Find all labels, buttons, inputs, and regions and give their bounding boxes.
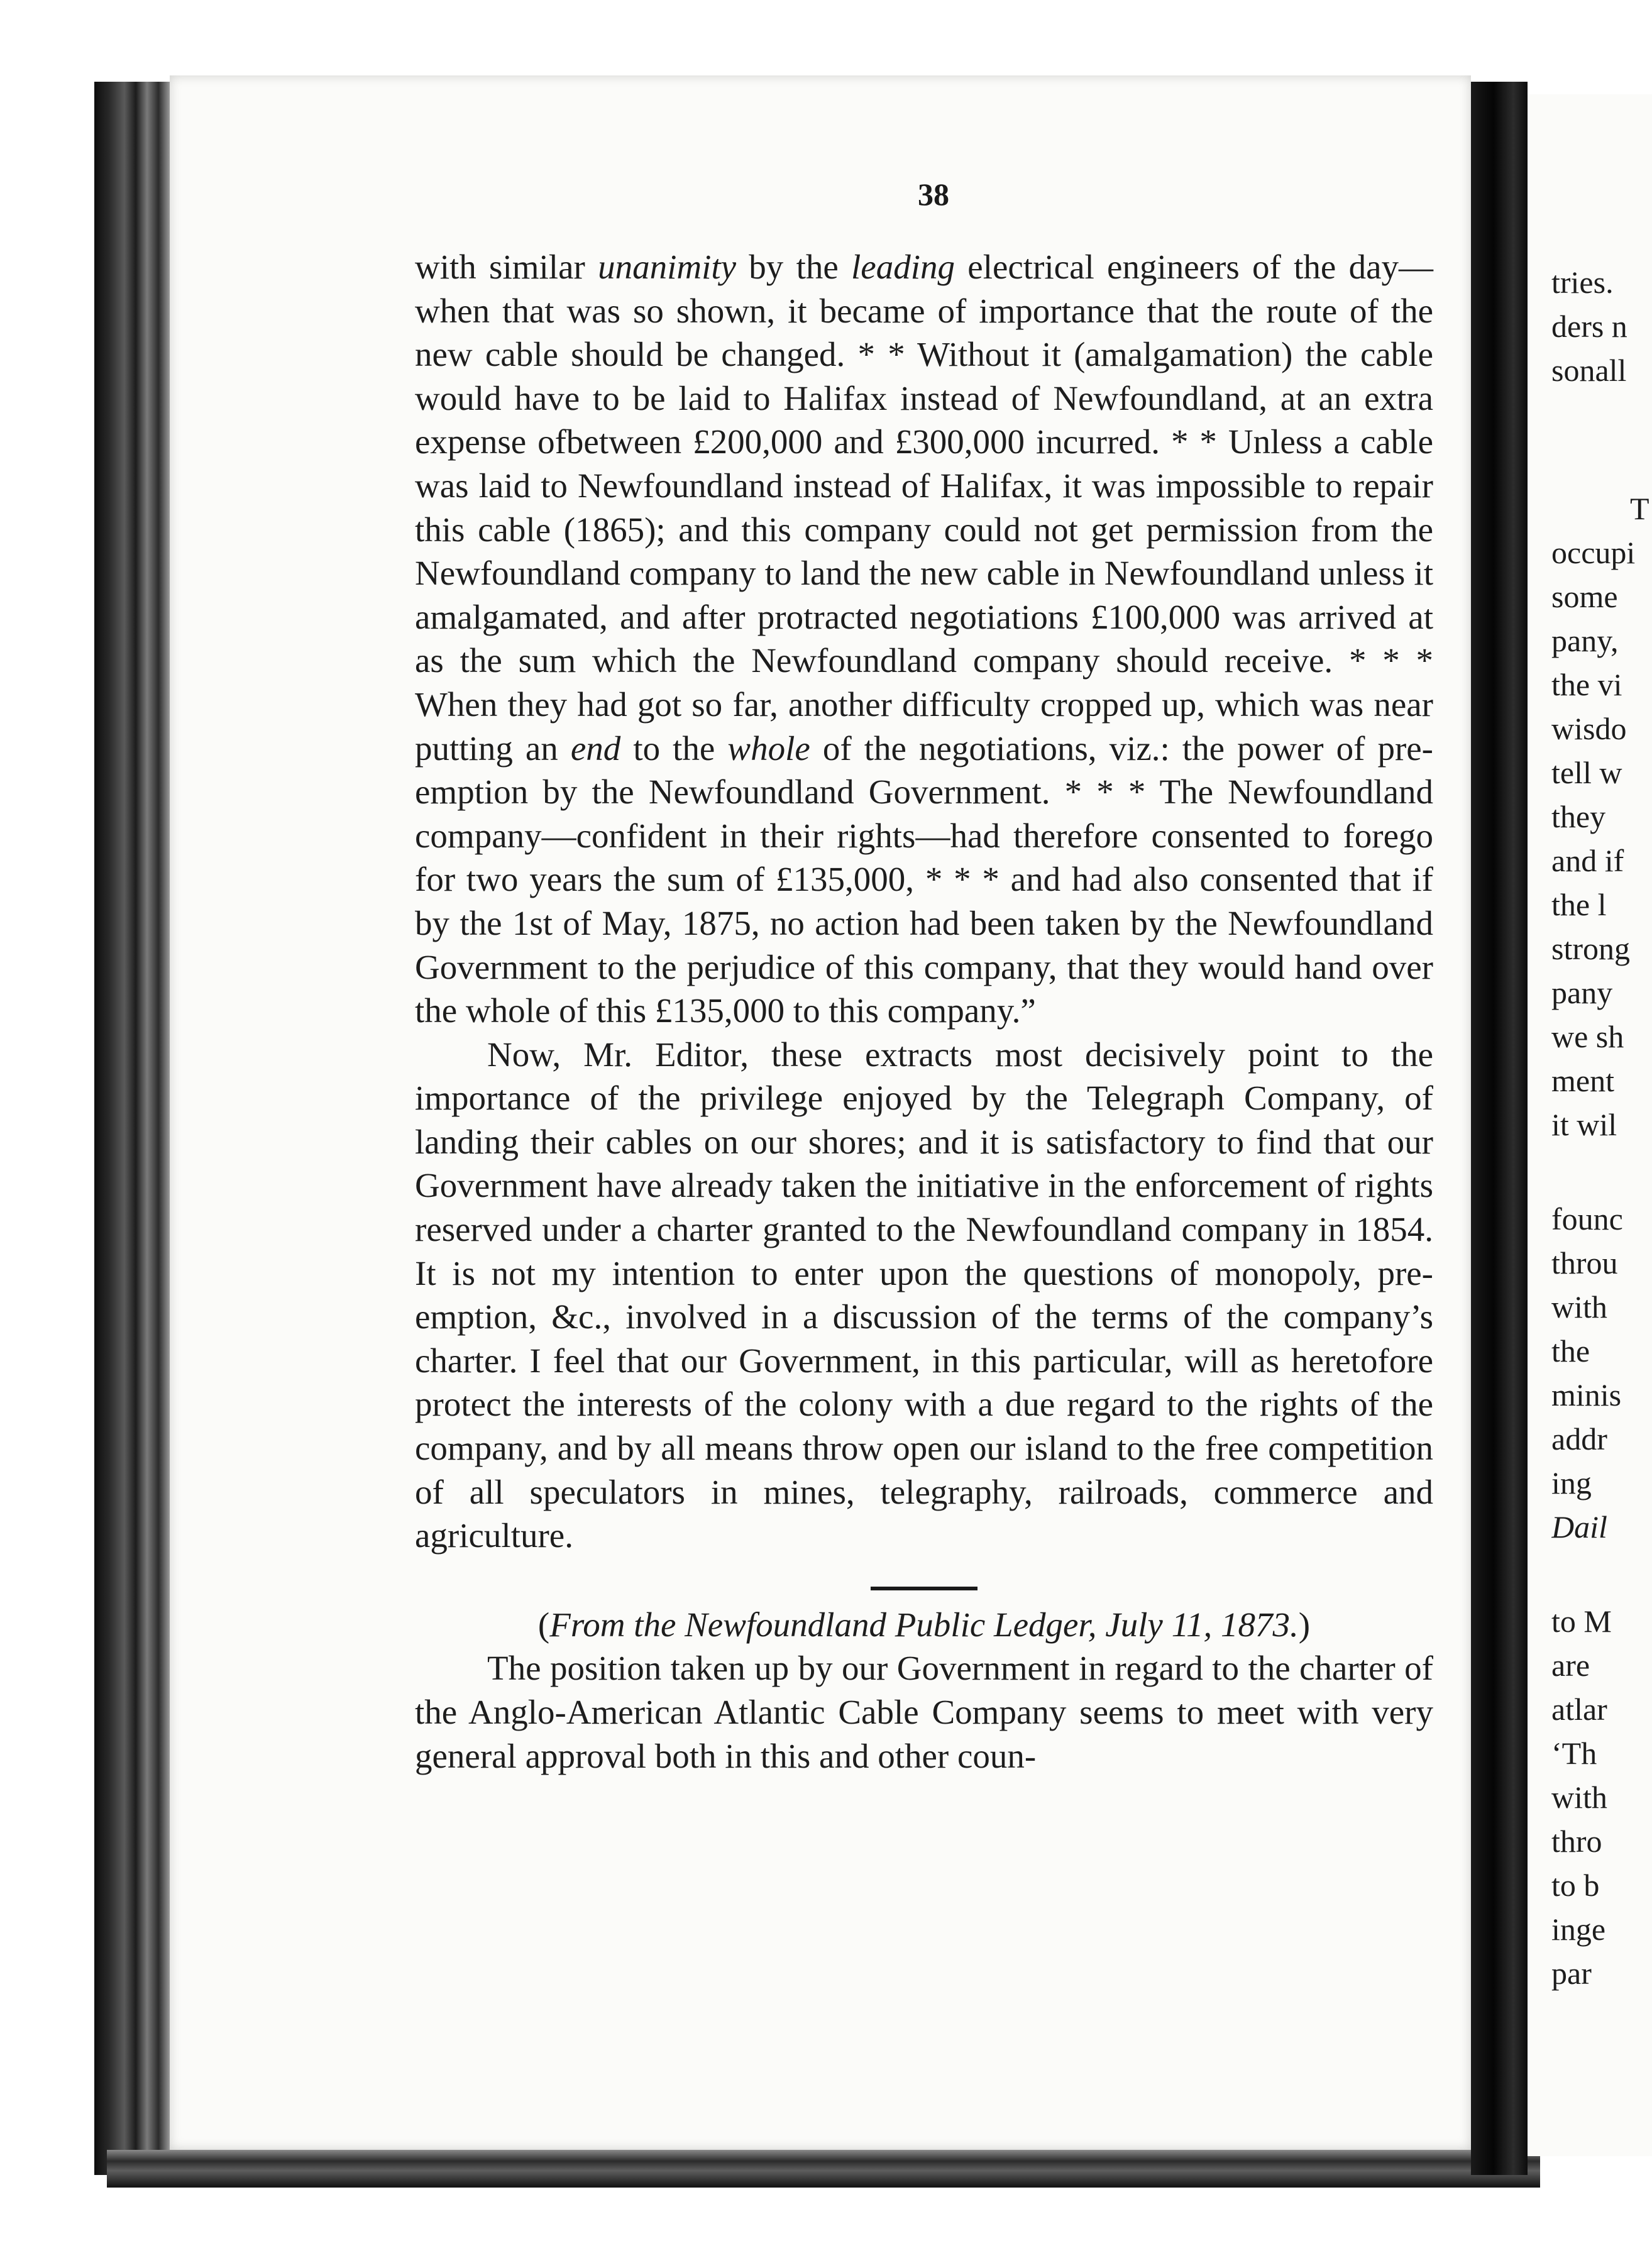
facing-line: wisdo: [1551, 711, 1627, 746]
facing-line: minis: [1551, 1377, 1622, 1412]
facing-page-text: [1551, 264, 1652, 2024]
facing-line: throu: [1551, 1245, 1618, 1280]
facing-line: strong: [1551, 931, 1630, 966]
facing-line: with: [1551, 1289, 1607, 1324]
facing-line: pany,: [1551, 623, 1619, 658]
facing-line: thro: [1551, 1824, 1602, 1859]
section-divider-rule: [871, 1587, 977, 1590]
source-open-paren: (: [537, 1605, 550, 1644]
italic-whole: whole: [727, 729, 810, 768]
facing-line: ing: [1551, 1465, 1592, 1500]
book-binding-edge: [94, 82, 170, 2175]
facing-line: tell w: [1551, 755, 1622, 790]
facing-line: par: [1551, 1956, 1592, 1991]
paragraph-1: [415, 245, 1433, 1033]
page-body: [415, 245, 1433, 1778]
facing-line: and if: [1551, 843, 1624, 878]
book-bottom-edge: [107, 2150, 1540, 2188]
facing-line: pany: [1551, 975, 1613, 1010]
facing-line: ‘Th: [1551, 1736, 1597, 1771]
source-citation-text: From the Newfoundland Public Ledger, July 11, 1873.: [549, 1605, 1299, 1644]
source-citation: [415, 1603, 1433, 1647]
facing-line: are: [1551, 1648, 1590, 1683]
facing-line: the vi: [1551, 667, 1622, 702]
facing-line: to b: [1551, 1868, 1600, 1903]
italic-end: end: [570, 729, 621, 768]
facing-line: tries.: [1551, 265, 1614, 300]
facing-line: occupi: [1551, 535, 1636, 570]
facing-line: sonall: [1551, 353, 1627, 388]
facing-line: ders n: [1551, 309, 1627, 344]
paragraph-1-text-4: to the: [620, 729, 728, 768]
italic-unanimity: unanimity: [598, 248, 737, 286]
facing-line: some: [1551, 579, 1618, 614]
source-close-paren: ): [1298, 1605, 1311, 1644]
facing-line: the: [1551, 1333, 1590, 1368]
facing-line: ment: [1551, 1063, 1614, 1098]
paragraph-3: The position taken up by our Government in regard to the charter of the Anglo-American Atlantic Cable Company seems to meet with very general approval both in this and other coun-: [415, 1649, 1433, 1775]
facing-line: founc: [1551, 1201, 1623, 1236]
paragraph-2: Now, Mr. Editor, these extracts most decisively point to the importance of the privilege enjoyed by the Telegraph Company, of landing their cables on our shores; and it is satisfactory to find that our Government have already taken the initiative in the enforcement of rights reserved under a charter granted to the Newfoundland company in 1854. It is not my intention to enter upon the questions of monopoly, pre-emption, &c., involved in a discussion of the terms of the company’s charter. I feel that our Government, in this particular, will as heretofore protect the interests of the colony with a due regard to the rights of the company, and by all means throw open our island to the free competition of all speculators in mines, telegraphy, railroads, commerce and agriculture.: [415, 1035, 1433, 1555]
paragraph-1-text-3: electrical engineers of the day—when that was so shown, it became of importance that the route of the new cable should be changed. * * Without it (amalgamation) the cable would have to be laid to Halifax instead of Newfoundland, at an extra expense ofbetween £200,000 and £300,000 incurred. * * Unless a cable was laid to Newfoundland instead of Halifax, it was impossible to repair this cable (1865); and this company could not get permission from the Newfoundland company to land the new cable in Newfoundland unless it amalgamated, and after protracted negotiations £100,000 was arrived at as the sum which the Newfoundland company should receive. * * * When they had got so far, another difficulty cropped up, which was near putting an: [415, 248, 1433, 768]
page-number: 38: [918, 177, 949, 212]
facing-line: it wil: [1551, 1107, 1617, 1142]
facing-line: Dail: [1551, 1509, 1607, 1544]
facing-line: atlar: [1551, 1692, 1607, 1727]
facing-line: with: [1551, 1780, 1607, 1815]
paragraph-1-text-1: with similar: [415, 248, 598, 286]
facing-line: we sh: [1551, 1019, 1624, 1054]
facing-line: T: [1630, 491, 1649, 526]
facing-line: to M: [1551, 1604, 1612, 1639]
facing-line: they: [1551, 799, 1606, 834]
paragraph-1-text-2: by the: [736, 248, 852, 286]
facing-line: the l: [1551, 887, 1607, 922]
italic-leading: leading: [851, 248, 955, 286]
paragraph-1-text-5: of the negotiations, viz.: the power of pre-emption by the Newfoundland Government. * * * The Newfoundland company—confident in their rights—had therefore consented to forego for two years the sum of £135,000, * * * and had also consented that if by the 1st of May, 1875, no action had been taken by the Newfoundland Government to the perjudice of this company, that they would hand over the whole of this £135,000 to this company.”: [415, 729, 1433, 1030]
page-gutter: [1471, 82, 1528, 2175]
facing-line: inge: [1551, 1912, 1606, 1947]
facing-line: addr: [1551, 1421, 1607, 1456]
